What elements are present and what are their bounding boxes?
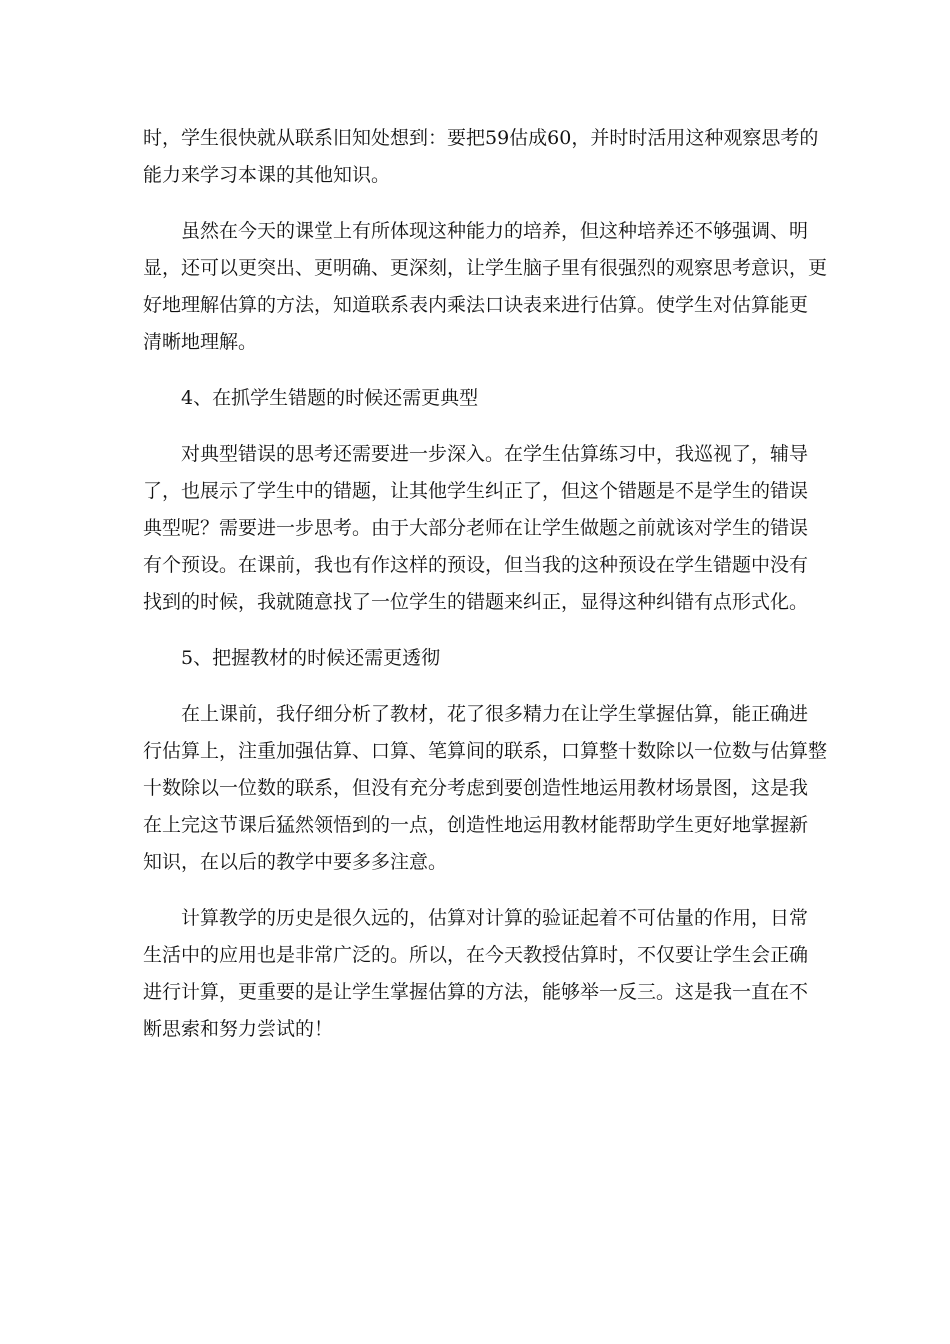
text-line: 知识，在以后的教学中要多多注意。 bbox=[143, 851, 448, 873]
text-line: 虽然在今天的课堂上有所体现这种能力的培养，但这种培养还不够强调、明 bbox=[181, 220, 809, 242]
document-body bbox=[143, 120, 828, 1067]
text-line: 进行计算，更重要的是让学生掌握估算的方法，能够举一反三。这是我一直在不 bbox=[143, 981, 809, 1003]
paragraph bbox=[143, 213, 828, 361]
text-line: 生活中的应用也是非常广泛的。所以，在今天教授估算时，不仅要让学生会正确 bbox=[143, 944, 809, 966]
text-line: 在上完这节课后猛然领悟到的一点，创造性地运用教材能帮助学生更好地掌握新 bbox=[143, 814, 809, 836]
text-line: 了，也展示了学生中的错题，让其他学生纠正了，但这个错题是不是学生的错误 bbox=[143, 480, 809, 502]
heading-text: 5、把握教材的时候还需更透彻 bbox=[181, 647, 441, 669]
paragraph bbox=[143, 436, 808, 621]
text-line: 能力来学习本课的其他知识。 bbox=[143, 164, 391, 186]
paragraph bbox=[143, 900, 808, 1048]
text-line: 行估算上，注重加强估算、口算、笔算间的联系，口算整十数除以一位数与估算整 bbox=[143, 740, 828, 762]
section-heading bbox=[143, 640, 808, 677]
text-line: 找到的时候，我就随意找了一位学生的错题来纠正，显得这种纠错有点形式化。 bbox=[143, 591, 809, 613]
heading-text: 4、在抓学生错题的时候还需更典型 bbox=[181, 387, 479, 409]
text-line: 十数除以一位数的联系，但没有充分考虑到要创造性地运用教材场景图，这是我 bbox=[143, 777, 809, 799]
text-line: 断思索和努力尝试的！ bbox=[143, 1018, 334, 1040]
text-line: 好地理解估算的方法，知道联系表内乘法口诀表来进行估算。使学生对估算能更 bbox=[143, 294, 809, 316]
text-line: 清晰地理解。 bbox=[143, 331, 258, 353]
paragraph bbox=[143, 696, 828, 881]
text-line: 时，学生很快就从联系旧知处想到：要把59估成60，并时时活用这种观察思考的 bbox=[143, 127, 819, 149]
text-line: 典型呢？需要进一步思考。由于大部分老师在让学生做题之前就该对学生的错误 bbox=[143, 517, 809, 539]
section-heading bbox=[143, 380, 808, 417]
text-line: 显，还可以更突出、更明确、更深刻，让学生脑子里有很强烈的观察思考意识，更 bbox=[143, 257, 828, 279]
text-line: 对典型错误的思考还需要进一步深入。在学生估算练习中，我巡视了，辅导 bbox=[181, 443, 809, 465]
text-line: 计算教学的历史是很久远的，估算对计算的验证起着不可估量的作用，日常 bbox=[181, 907, 809, 929]
text-line: 有个预设。在课前，我也有作这样的预设，但当我的这种预设在学生错题中没有 bbox=[143, 554, 809, 576]
paragraph bbox=[143, 120, 819, 194]
text-line: 在上课前，我仔细分析了教材，花了很多精力在让学生掌握估算，能正确进 bbox=[181, 703, 809, 725]
